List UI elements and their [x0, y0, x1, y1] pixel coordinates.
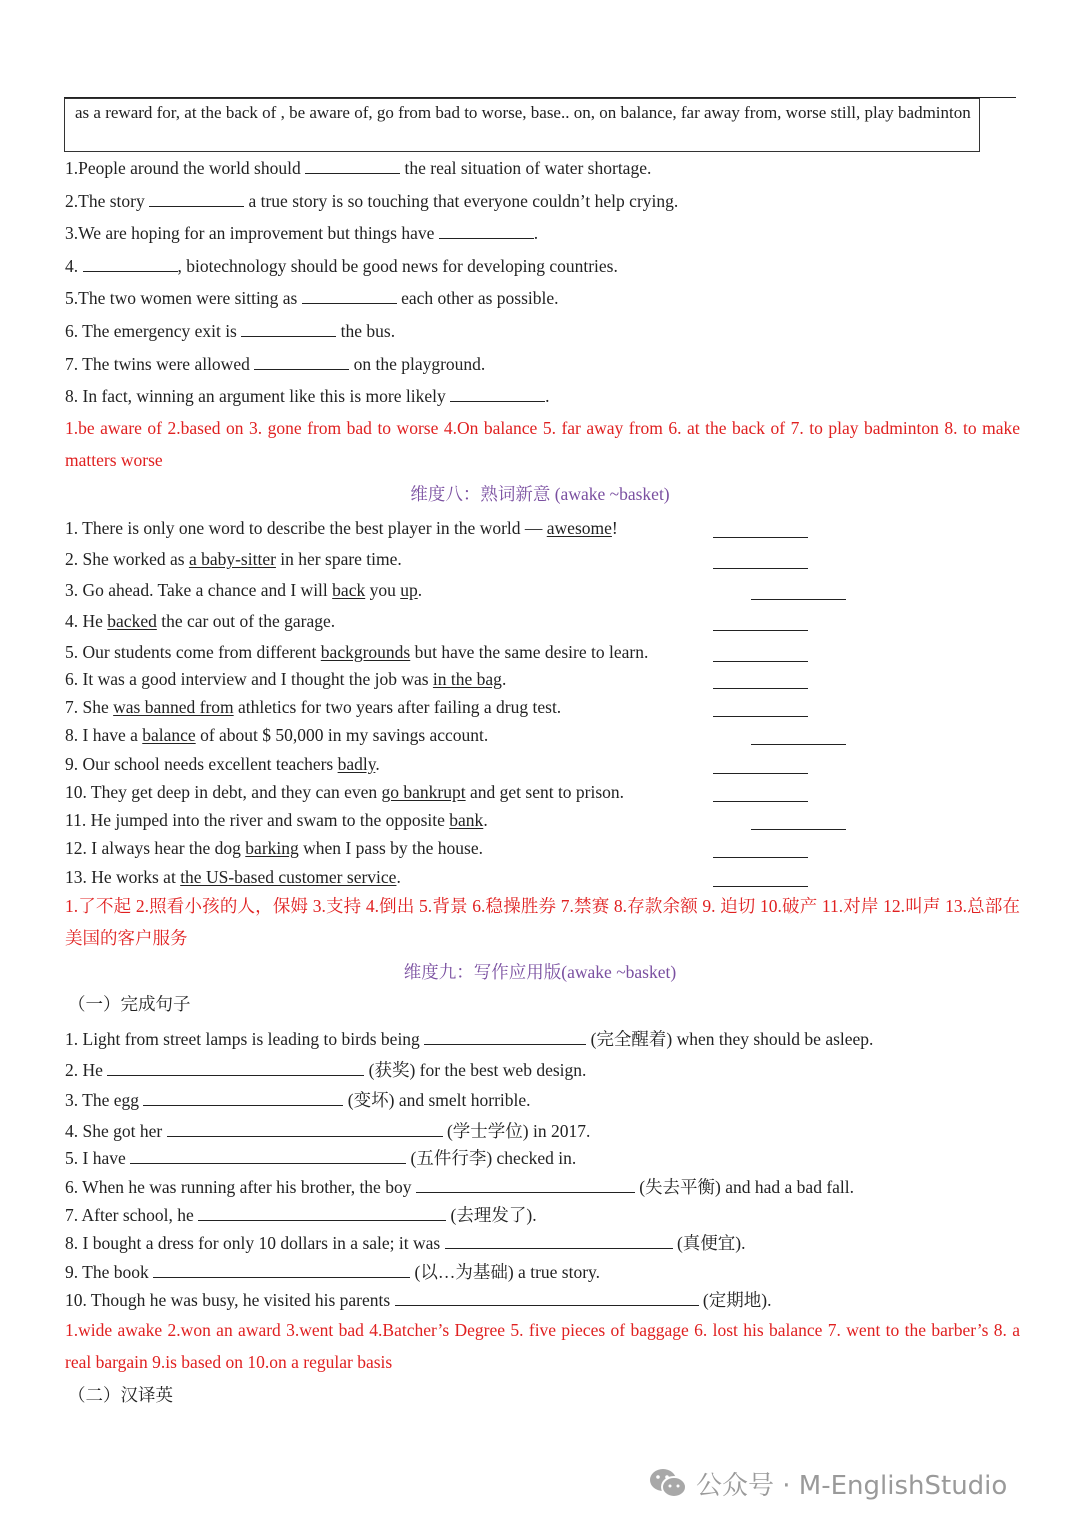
- s8-answer-blank-12[interactable]: [713, 857, 808, 858]
- section9-sub2: （二）汉译英: [68, 1385, 173, 1405]
- s8-answer-blank-7[interactable]: [713, 716, 808, 717]
- s9-question-1: 1. Light from street lamps is leading to birds being (完全醒着) when they should be asleep.: [65, 1029, 874, 1049]
- s8-answer-blank-3[interactable]: [751, 599, 846, 600]
- p1-question-4: 4. , biotechnology should be good news for developing countries.: [65, 256, 618, 276]
- p1-answers: 1.be aware of 2.based on 3. gone from bad to worse 4.On balance 5. far away from 6. at the back of 7. to play badminton 8. to make matters worse: [65, 418, 1020, 470]
- s8-question-2: 2. She worked as a baby-sitter in her spare time.: [65, 549, 402, 569]
- watermark-text: 公众号 · M-EnglishStudio: [696, 1470, 1008, 1501]
- s8-answer-blank-8[interactable]: [751, 744, 846, 745]
- s8-question-6: 6. It was a good interview and I thought the job was in the bag.: [65, 669, 507, 689]
- answer-blank[interactable]: [450, 385, 545, 402]
- s8-answer-blank-5[interactable]: [713, 661, 808, 662]
- s8-answer-blank-4[interactable]: [713, 630, 808, 631]
- s8-answer-blank-6[interactable]: [713, 688, 808, 689]
- s8-question-5: 5. Our students come from different backgrounds but have the same desire to learn.: [65, 642, 649, 662]
- answer-blank[interactable]: [107, 1059, 364, 1076]
- answer-blank[interactable]: [445, 1232, 673, 1249]
- s8-answer-blank-13[interactable]: [713, 886, 808, 887]
- s9-question-10: 10. Though he was busy, he visited his parents (定期地).: [65, 1290, 772, 1310]
- p1-question-7: 7. The twins were allowed on the playground.: [65, 354, 486, 374]
- s8-question-4: 4. He backed the car out of the garage.: [65, 611, 336, 631]
- s9-question-8: 8. I bought a dress for only 10 dollars in a sale; it was (真便宜).: [65, 1233, 746, 1253]
- s8-question-9: 9. Our school needs excellent teachers badly.: [65, 754, 380, 774]
- s8-question-1: 1. There is only one word to describe the best player in the world — awesome!: [65, 518, 618, 538]
- section9-sub1: （一）完成句子: [68, 994, 191, 1014]
- p1-question-8: 8. In fact, winning an argument like this is more likely .: [65, 386, 550, 406]
- s8-question-13: 13. He works at the US-based customer service.: [65, 867, 401, 887]
- s8-question-3: 3. Go ahead. Take a chance and I will back you up.: [65, 580, 423, 600]
- s9-question-2: 2. He (获奖) for the best web design.: [65, 1060, 587, 1080]
- p1-question-5: 5.The two women were sitting as each other as possible.: [65, 288, 559, 308]
- s8-answer-blank-11[interactable]: [751, 829, 846, 830]
- answer-blank[interactable]: [149, 190, 244, 207]
- p1-question-6: 6. The emergency exit is the bus.: [65, 321, 396, 341]
- s8-answer-blank-10[interactable]: [713, 801, 808, 802]
- s9-answers: 1.wide awake 2.won an award 3.went bad 4.Batcher’s Degree 5. five pieces of baggage 6. lost his balance 7. went to the barber’s 8. a real bargain 9.is based on 10.on a regular basis: [65, 1320, 1020, 1372]
- answer-blank[interactable]: [143, 1089, 343, 1106]
- answer-blank[interactable]: [83, 255, 178, 272]
- answer-blank[interactable]: [241, 320, 336, 337]
- s8-question-11: 11. He jumped into the river and swam to the opposite bank.: [65, 810, 488, 830]
- p1-question-3: 3.We are hoping for an improvement but things have .: [65, 223, 539, 243]
- answer-blank[interactable]: [198, 1204, 446, 1221]
- wechat-icon: [648, 1467, 688, 1499]
- answer-blank[interactable]: [167, 1120, 443, 1137]
- answer-blank[interactable]: [395, 1289, 699, 1306]
- word-bank-box: as a reward for, at the back of , be aware of, go from bad to worse, base.. on, on balance, far away from, worse still, play badminton: [64, 98, 980, 152]
- answer-blank[interactable]: [153, 1261, 410, 1278]
- s8-answer-blank-1[interactable]: [713, 537, 808, 538]
- s8-answer-blank-2[interactable]: [713, 568, 808, 569]
- answer-blank[interactable]: [416, 1176, 635, 1193]
- answer-blank[interactable]: [439, 222, 534, 239]
- section8-heading: 维度八：熟词新意 (awake ~basket): [410, 484, 670, 504]
- s8-question-12: 12. I always hear the dog barking when I pass by the house.: [65, 838, 483, 858]
- s9-question-7: 7. After school, he (去理发了).: [65, 1205, 537, 1225]
- s9-question-9: 9. The book (以…为基础) a true story.: [65, 1262, 601, 1282]
- s8-question-8: 8. I have a balance of about $ 50,000 in my savings account.: [65, 725, 489, 745]
- p1-question-1: 1.People around the world should the real situation of water shortage.: [65, 158, 652, 178]
- s9-question-3: 3. The egg (变坏) and smelt horrible.: [65, 1090, 531, 1110]
- s9-question-6: 6. When he was running after his brother, the boy (失去平衡) and had a bad fall.: [65, 1177, 855, 1197]
- answer-blank[interactable]: [254, 353, 349, 370]
- s8-question-7: 7. She was banned from athletics for two years after failing a drug test.: [65, 697, 562, 717]
- p1-question-2: 2.The story a true story is so touching that everyone couldn’t help crying.: [65, 191, 679, 211]
- answer-blank[interactable]: [424, 1028, 586, 1045]
- answer-blank[interactable]: [305, 157, 400, 174]
- s8-answer-blank-9[interactable]: [713, 773, 808, 774]
- s8-question-10: 10. They get deep in debt, and they can even go bankrupt and get sent to prison.: [65, 782, 625, 802]
- s9-question-5: 5. I have (五件行李) checked in.: [65, 1148, 577, 1168]
- watermark: [648, 1466, 1007, 1500]
- section9-heading: 维度九：写作应用版(awake ~basket): [403, 962, 677, 982]
- answer-blank[interactable]: [302, 287, 397, 304]
- s9-question-4: 4. She got her (学士学位) in 2017.: [65, 1121, 591, 1141]
- answer-blank[interactable]: [130, 1147, 406, 1164]
- s8-answers: 1.了不起 2.照看小孩的人，保姆 3.支持 4.倒出 5.背景 6.稳操胜券 7.禁赛 8.存款余额 9. 迫切 10.破产 11.对岸 12.叫声 13.总部在美国的客户服务: [65, 896, 1020, 948]
